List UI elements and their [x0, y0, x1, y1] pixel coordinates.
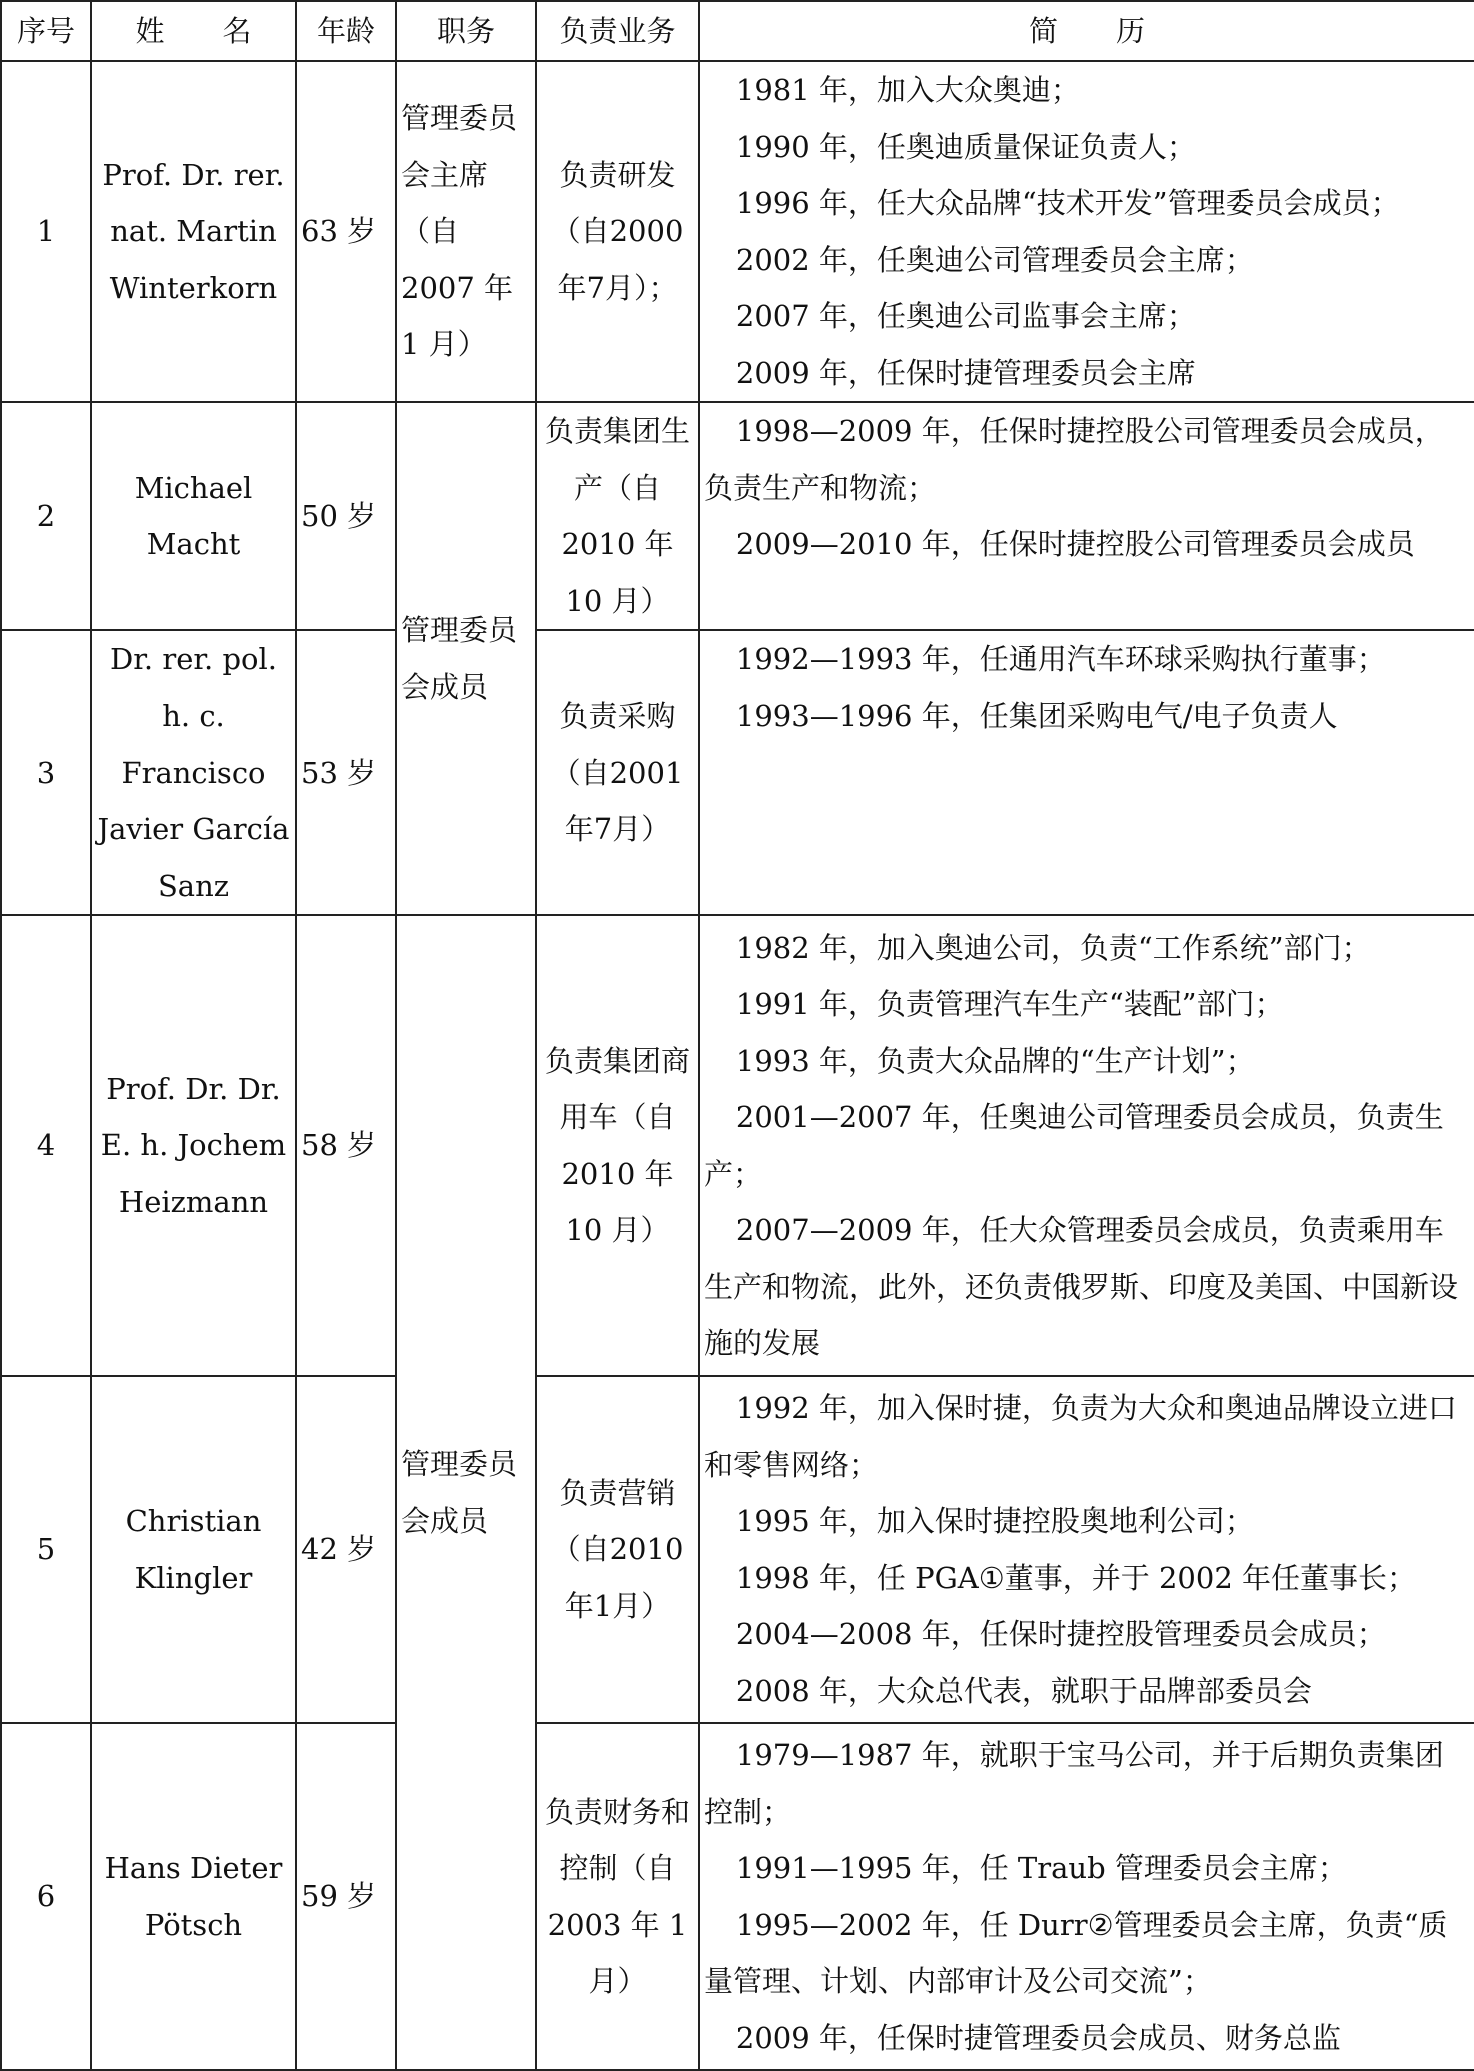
row-age: 63 岁: [296, 61, 396, 402]
table-row: [1, 915, 1474, 1376]
bio-line: 2007 年，任奥迪公司监事会主席；: [735, 299, 1196, 334]
row-no: 2: [1, 402, 91, 630]
bio-line: 1979—1987 年，就职于宝马公司，并于后期负责集团控制；: [704, 1738, 1444, 1829]
row-bio: [699, 61, 1474, 402]
row-age: 42 岁: [296, 1376, 396, 1723]
row-name: Dr. rer. pol. h. c. Francisco Javier García Sanz: [91, 630, 296, 915]
bio-line: 1998 年，任 PGA①董事，并于 2002 年任董事长；: [735, 1560, 1416, 1595]
bio-line: 2002 年，任奥迪公司管理委员会主席；: [735, 242, 1254, 277]
row-name: Prof. Dr. Dr. E. h. Jochem Heizmann: [91, 915, 296, 1376]
row-bio: [699, 915, 1474, 1376]
row-bio: [699, 402, 1474, 630]
bio-line: 2007—2009 年，任大众管理委员会成员，负责乘用车生产和物流，此外，还负责俄罗斯、印度及美国、中国新设施的发展: [704, 1213, 1459, 1361]
bio-line: 2004—2008 年，任保时捷控股管理委员会成员；: [735, 1617, 1386, 1652]
header-duty: 负责业务: [536, 1, 699, 61]
bio-line: 1995—2002 年，任 Durr②管理委员会主席，负责“质量管理、计划、内部审计及公司交流”；: [704, 1907, 1448, 1999]
row-no: 3: [1, 630, 91, 915]
header-bio: 简 历: [699, 1, 1474, 61]
table-row: [1, 402, 1474, 630]
table-row: [1, 1376, 1474, 1723]
row-age: 50 岁: [296, 402, 396, 630]
bio-line: 1995 年，加入保时捷控股奥地利公司；: [735, 1504, 1254, 1539]
bio-line: 2008 年，大众总代表，就职于品牌部委员会: [735, 1673, 1312, 1708]
bio-line: 1993—1996 年，任集团采购电气/电子负责人: [735, 699, 1338, 734]
row-no: 6: [1, 1723, 91, 2070]
table-row: [1, 1723, 1474, 2070]
row-no: 5: [1, 1376, 91, 1723]
bio-line: 2001—2007 年，任奥迪公司管理委员会成员，负责生产；: [704, 1100, 1444, 1191]
row-name: Michael Macht: [91, 402, 296, 630]
bio-line: 1998—2009 年，任保时捷控股公司管理委员会成员，负责生产和物流；: [704, 414, 1444, 505]
row-bio: [699, 1376, 1474, 1723]
table-row: [1, 61, 1474, 402]
bio-line: 1992—1993 年，任通用汽车环球采购执行董事；: [735, 642, 1386, 677]
bio-line: 1996 年，任大众品牌“技术开发”管理委员会成员；: [735, 186, 1400, 221]
row-duty: 负责营销（自2010年1月）: [536, 1376, 699, 1723]
row-bio: [699, 630, 1474, 915]
bio-line: 1991 年，负责管理汽车生产“装配”部门；: [735, 987, 1284, 1022]
row-no: 4: [1, 915, 91, 1376]
row-age: 59 岁: [296, 1723, 396, 2070]
header-age: 年龄: [296, 1, 396, 61]
row-bio: [699, 1723, 1474, 2070]
row-duty: 负责集团商用车（自 2010 年 10 月）: [536, 915, 699, 1376]
bio-line: 1992 年，加入保时捷，负责为大众和奥迪品牌设立进口和零售网络；: [704, 1391, 1457, 1482]
row-position: 管理委员会主席（自 2007 年 1 月）: [396, 61, 536, 402]
row-age: 53 岁: [296, 630, 396, 915]
bio-line: 2009 年，任保时捷管理委员会成员、财务总监: [735, 2020, 1341, 2055]
row-age: 58 岁: [296, 915, 396, 1376]
header-no: 序号: [1, 1, 91, 61]
row-duty: 负责集团生产（自 2010 年 10 月）: [536, 402, 699, 630]
row-position-merged: 管理委员会成员: [396, 915, 536, 2070]
bio-line: 1982 年，加入奥迪公司，负责“工作系统”部门；: [735, 930, 1371, 965]
row-name: Prof. Dr. rer. nat. Martin Winterkorn: [91, 61, 296, 402]
row-duty: 负责采购（自2001年7月）: [536, 630, 699, 915]
row-no: 1: [1, 61, 91, 402]
header-position: 职务: [396, 1, 536, 61]
row-position-merged: 管理委员会成员: [396, 402, 536, 915]
header-row: [1, 1, 1474, 61]
bio-line: 1991—1995 年，任 Traub 管理委员会主席；: [735, 1851, 1347, 1886]
table-row: [1, 630, 1474, 915]
bio-line: 1981 年，加入大众奥迪；: [735, 73, 1080, 107]
bio-line: 1990 年，任奥迪质量保证负责人；: [735, 129, 1196, 164]
header-name: 姓 名: [91, 1, 296, 61]
row-name: Christian Klingler: [91, 1376, 296, 1723]
bio-line: 2009—2010 年，任保时捷控股公司管理委员会成员: [735, 527, 1415, 562]
row-name: Hans Dieter Pötsch: [91, 1723, 296, 2070]
bio-line: 1993 年，负责大众品牌的“生产计划”；: [735, 1043, 1255, 1078]
row-duty: 负责财务和控制（自 2003 年 1 月）: [536, 1723, 699, 2070]
bio-line: 2009 年，任保时捷管理委员会主席: [735, 355, 1196, 390]
row-duty: 负责研发（自2000年7月）；: [536, 61, 699, 402]
